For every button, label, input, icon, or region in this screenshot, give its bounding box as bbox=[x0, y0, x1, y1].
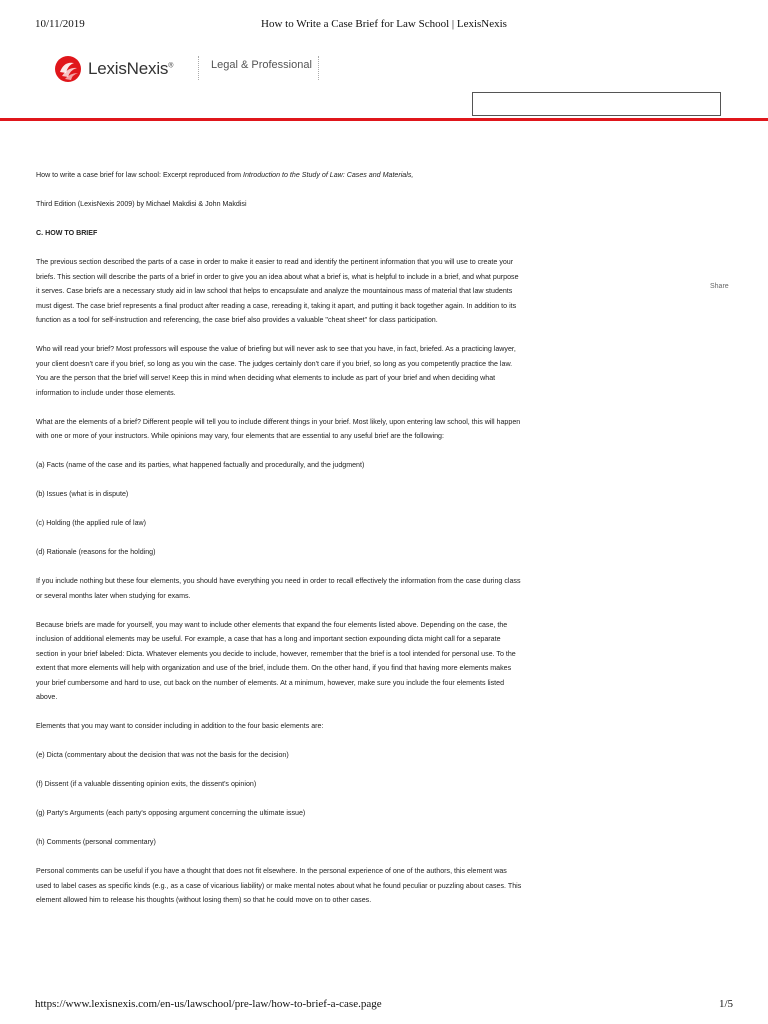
paragraph: Because briefs are made for yourself, you may want to include other elements that expand the four elements listed above. Depending on the case, the inclusion of additional elements may be useful. For example, a case that has a long and important section expounding dicta might call for a separate section in your brief labeled: Dicta. Whatever elements you decide to include, however, remember that the brief is a tool intended for personal use. To the extent that more elements will help with organization and use of the brief, include them. On the other hand, if you find that having more elements makes your brief cumbersome and hard to use, cut back on the number of elements. At a minimum, however, make sure you include the four elements listed above. bbox=[36, 620, 516, 701]
paragraph: Personal comments can be useful if you have a thought that does not fit elsewhere. In the personal experience of one of the authors, this element was used to label cases as specific kinds (e.g., as a case of vicarious liability) or make mental notes about what he found peculiar or puzzling about cases. This element allowed him to release his thoughts (without losing them) so that he could move on to other cases. bbox=[36, 867, 522, 904]
paragraph: The previous section described the parts of a case in order to make it easier to read and identify the pertinent information that you will use to create your briefs. This section will describe the parts of a brief in order to give you an idea about what a brief is, what is helpful to include in a brief, and what purpose it serves. Case briefs are a necessary study aid in law school that helps to encapsulate and analyze the mountainous mass of material that law students must digest. The case brief represents a final product after reading a case, rereading it, taking it apart, and putting it back together again. In addition to its function as a tool for self-instruction and referencing, the case brief also provides a valuable "cheat sheet" for class participation. bbox=[36, 258, 519, 324]
print-url: https://www.lexisnexis.com/en-us/lawschool/pre-law/how-to-brief-a-case.page bbox=[35, 998, 382, 1010]
tagline[interactable]: Legal & Professional bbox=[211, 59, 312, 71]
paragraph: Elements that you may want to consider including in addition to the four basic elements are: bbox=[36, 722, 324, 730]
print-date: 10/11/2019 bbox=[35, 18, 85, 30]
lexisnexis-swirl-icon bbox=[54, 55, 82, 83]
list-item: (f) Dissent (if a valuable dissenting opinion exits, the dissent's opinion) bbox=[36, 780, 257, 788]
search-input[interactable] bbox=[472, 92, 721, 116]
list-item: (b) Issues (what is in dispute) bbox=[36, 490, 129, 498]
paragraph: What are the elements of a brief? Different people will tell you to include different things in your brief. Most likely, upon entering law school, this will happen with one or more of your instructors. While opinions may vary, four elements that are essential to any useful brief are the following: bbox=[36, 417, 521, 440]
share-link[interactable]: Share bbox=[710, 283, 729, 290]
article-intro: How to write a case brief for law school: Excerpt reproduced from Introduction to the Study of Law: Cases and Materials, bbox=[36, 171, 414, 179]
header-divider bbox=[198, 56, 200, 80]
list-item: (e) Dicta (commentary about the decision that was not the basis for the decision) bbox=[36, 751, 289, 759]
list-item: (c) Holding (the applied rule of law) bbox=[36, 519, 147, 527]
book-title: Introduction to the Study of Law: Cases and Materials, bbox=[243, 171, 414, 179]
lexisnexis-logo[interactable] bbox=[54, 55, 173, 83]
section-heading: C. HOW TO BRIEF bbox=[36, 229, 98, 237]
article-body bbox=[36, 168, 522, 922]
header-divider bbox=[318, 56, 320, 80]
page-number: 1/5 bbox=[718, 998, 733, 1010]
print-page-title: How to Write a Case Brief for Law School | LexisNexis bbox=[261, 18, 507, 30]
paragraph: Who will read your brief? Most professors will espouse the value of briefing but will never ask to see that you have, in fact, briefed. As a practicing lawyer, your client doesn't care if you brief, so long as you win the case. The judges certainly don't care if you brief, so long as you competently practice the law. You are the person that the brief will serve! Keep this in mind when deciding what elements to include as part of your brief and when deciding what information to include under those elements. bbox=[36, 345, 516, 397]
brand-name: LexisNexis® bbox=[88, 59, 174, 78]
list-item: (d) Rationale (reasons for the holding) bbox=[36, 548, 156, 556]
paragraph: If you include nothing but these four elements, you should have everything you need in order to recall effectively the information from the case during class or several months later when studying for exams. bbox=[36, 577, 521, 600]
list-item: (g) Party's Arguments (each party's opposing argument concerning the ultimate issue) bbox=[36, 809, 306, 817]
list-item: (a) Facts (name of the case and its parties, what happened factually and procedurally, and the judgment) bbox=[36, 461, 365, 469]
list-item: (h) Comments (personal commentary) bbox=[36, 838, 156, 846]
site-header bbox=[0, 50, 768, 121]
article-edition: Third Edition (LexisNexis 2009) by Michael Makdisi & John Makdisi bbox=[36, 200, 247, 208]
